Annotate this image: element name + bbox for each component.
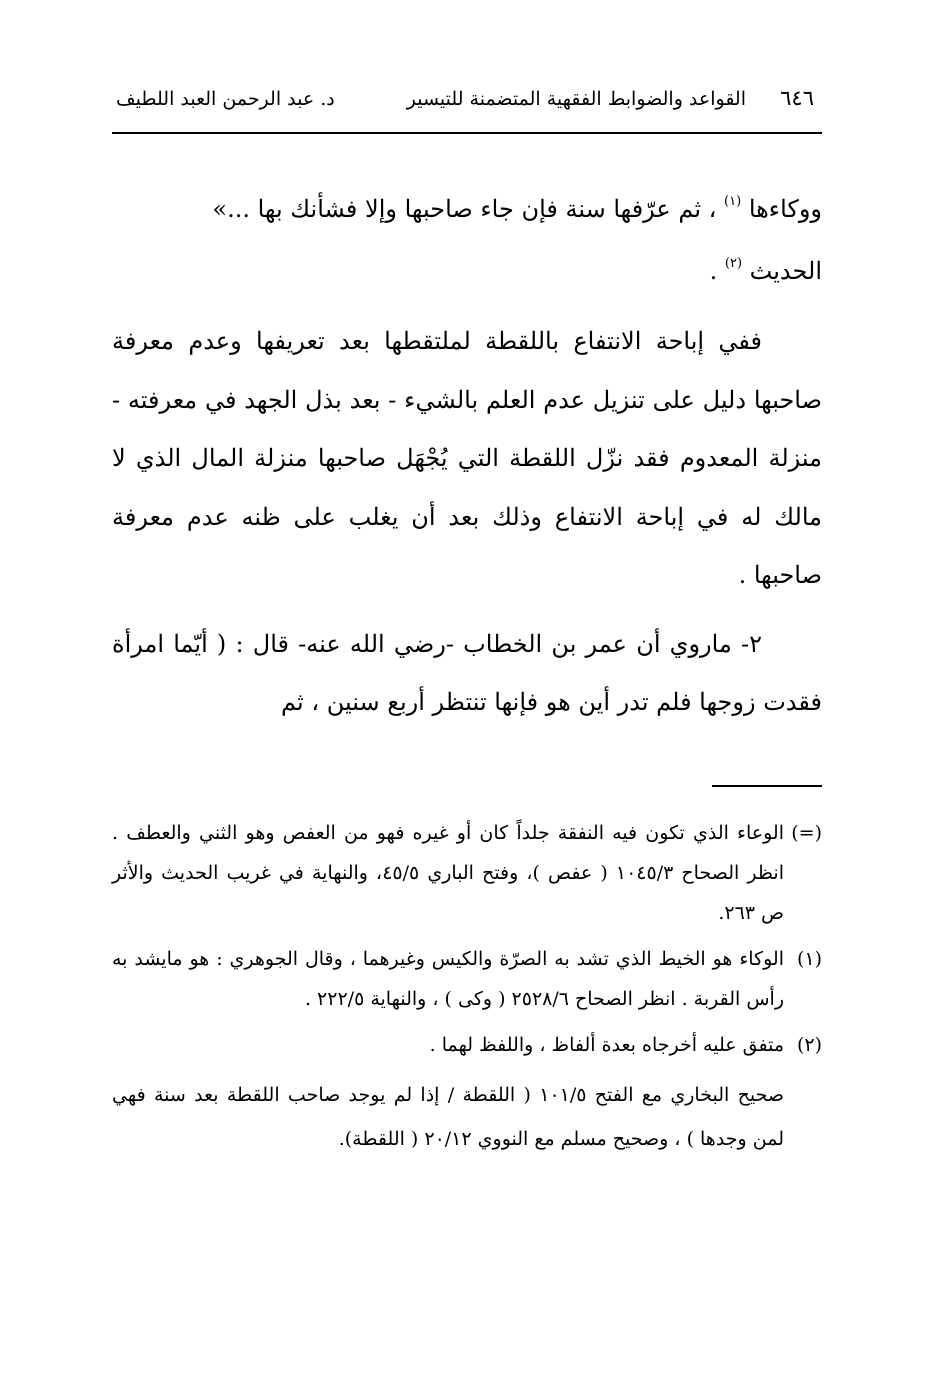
- main-text: [112, 178, 822, 732]
- footnote-label: (١): [796, 948, 822, 970]
- book-title: القواعد والضوابط الفقهية المتضمنة للتيسير: [406, 88, 746, 110]
- header-divider: [112, 132, 822, 134]
- footnote-divider: [712, 785, 822, 787]
- quote-text: ، ثم عرّفها سنة فإن جاء صاحبها وإلا فشأنك بها ...»: [212, 195, 717, 223]
- footnote-label: (=): [791, 822, 822, 844]
- footnote-item: [112, 939, 822, 1019]
- quote-end: .: [709, 257, 718, 285]
- footnote-text: الوكاء هو الخيط الذي تشد به الصرّة والكيس وغيرهما ، وقال الجوهري : هو مايشد به رأس القربة . انظر الصحاح ٢٥٢٨/٦ ( وكى ) ، والنهاية ٢٢٢/٥ .: [112, 948, 784, 1010]
- footnote-sources: صحيح البخاري مع الفتح ١٠١/٥ ( اللقطة / إذا لم يوجد صاحب اللقطة بعد سنة فهي لمن وجدها ) ، وصحيح مسلم مع النووي ٢٠/١٢ ( اللقطة).: [112, 1084, 784, 1150]
- hadith-quote-continuation: [112, 178, 822, 302]
- page-number: ٦٤٦: [780, 86, 814, 110]
- quote-text: الحديث: [749, 257, 822, 285]
- body-paragraph-1: ففي إباحة الانتفاع باللقطة لملتقطها بعد تعريفها وعدم معرفة صاحبها دليل على تنزيل عدم العلم بالشيء - بعد بذل الجهد في معرفته - منزلة المعدوم فقد نزّل اللقطة التي يُجْهَل صاحبها منزلة المال الذي لا مالك له في إباحة الانتفاع وذلك بعد أن يغلب على ظنه عدم معرفة صاحبها .: [112, 327, 822, 589]
- footnote-ref-2[interactable]: (٢): [724, 256, 743, 271]
- quote-text: ووكاءها: [748, 195, 822, 223]
- footnote-text: متفق عليه أخرجاه بعدة ألفاظ ، واللفظ لهما .: [429, 1034, 784, 1056]
- author-name: د. عبد الرحمن العبد اللطيف: [116, 88, 335, 110]
- footnotes-section: [112, 813, 822, 1161]
- footnote-item: [112, 813, 822, 933]
- body-paragraph-2: ٢- ماروي أن عمر بن الخطاب -رضي الله عنه- قال : ( أيّما امرأة فقدت زوجها فلم تدر أين هو فإنها تنتظر أربع سنين ، ثم: [112, 629, 822, 716]
- footnote-label: (٢): [796, 1034, 822, 1056]
- footnote-text: الوعاء الذي تكون فيه النفقة جلداً كان أو غيره فهو من العفص وهو الثني والعطف . انظر الصحاح ١٠٤٥/٣ ( عفص )، وفتح الباري ٤٥/٥، والنهاية في غريب الحديث والأثر ص ٢٦٣.: [112, 822, 784, 924]
- running-header: [112, 84, 822, 120]
- footnote-ref-1[interactable]: (١): [724, 194, 742, 209]
- footnote-item: [112, 1025, 822, 1065]
